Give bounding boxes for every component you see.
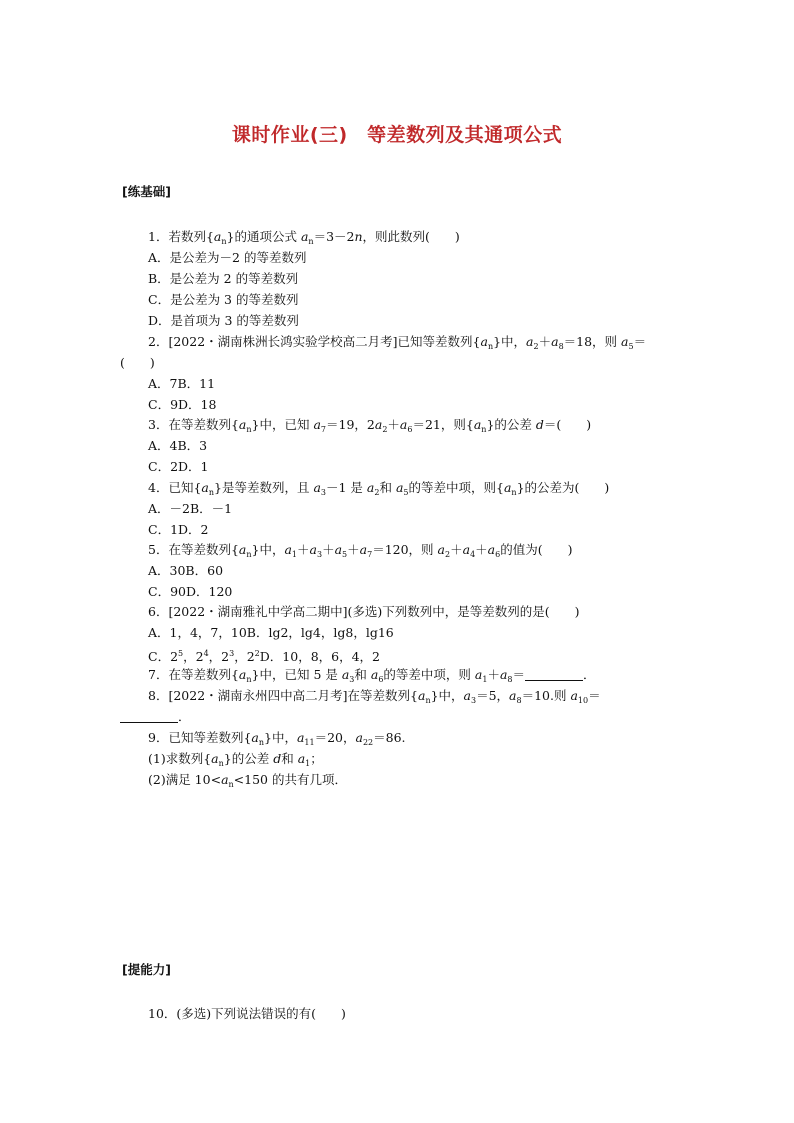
q4-options-ab: A．－2B．－1 (148, 501, 233, 516)
q1-option-a: A．是公差为－2 的等差数列 (148, 250, 307, 265)
question-1: 1．若数列$\{a_n\}$的通项公式 $a_n=3-2n$，则此数列( ) (148, 229, 460, 246)
q6-options-ab: A．1，4，7，10B．lg2，lg4，lg8，lg16 (148, 625, 394, 640)
section-basic: [练基础] (122, 184, 171, 199)
question-7: 7．在等差数列$\{a_n\}$中，已知 5 是 $a_3$和 $a_6$的等差中项，则 $a_1+a_8=$ ． (148, 667, 596, 684)
question-3: 3．在等差数列$\{a_n\}$中，已知 $a_7=19$，$2a_2+a_6=21$，则$\{a_n\}$的公差 d＝( ) (148, 417, 592, 434)
question-4: 4．已知$\{a_n\}$是等差数列，且 $a_3-1$ 是 $a_2$和 $a_5$的等差中项，则$\{a_n\}$的公差为( ) (148, 480, 610, 497)
q3-options-ab: A．4B．3 (148, 438, 208, 453)
question-6: 6．[2022・湖南雅礼中学高二期中](多选)下列数列中，是等差数列的是( ) (148, 604, 580, 619)
question-5: 5．在等差数列$\{a_n\}$中，$a_1+a_3+a_5+a_7=120$，则 $a_2+a_4+a_6$的值为( ) (148, 542, 573, 559)
q5-options-cd: C．90D．120 (148, 584, 233, 599)
q9-part-2: (2)满足 $10<a_n<150$ 的共有几项． (148, 772, 347, 789)
q8-blank-line: ． (120, 709, 191, 725)
q1-option-b: B．是公差为 2 的等差数列 (148, 271, 299, 286)
page-title: 课时作业(三) 等差数列及其通项公式 (231, 124, 563, 146)
question-2: 2．[2022・湖南株洲长鸿实验学校高二月考]已知等差数列$\{a_n\}$中，$a_2+a_8=18$，则 $a_5=$ (148, 334, 647, 351)
question-8: 8．[2022・湖南永州四中高二月考]在等差数列$\{a_n\}$中，$a_3=5$，$a_8=10$.则 $a_{10}=$ (148, 688, 601, 705)
q2-options-cd: C．9D．18 (148, 397, 217, 412)
q1-option-c: C．是公差为 3 的等差数列 (148, 292, 299, 307)
q3-options-cd: C．2D．1 (148, 459, 209, 474)
answer-blank (525, 670, 583, 681)
section-ability: [提能力] (122, 962, 171, 977)
q1-option-d: D．是首项为 3 的等差数列 (148, 313, 299, 328)
q2-options-ab: A．7B．11 (148, 376, 216, 391)
q5-options-ab: A．30B．60 (148, 563, 224, 578)
q6-options-cd: C．$2^5$，$2^4$，$2^3$，$2^2D$．10，8，6，4，2 (148, 649, 381, 664)
q9-part-1: (1)求数列$\{a_n\}$的公差 d和 $a_1$； (148, 751, 323, 768)
q4-options-cd: C．1D．2 (148, 522, 209, 537)
answer-blank (120, 712, 178, 723)
q2-paren: ( ) (120, 355, 155, 370)
question-10: 10．(多选)下列说法错误的有( ) (148, 1006, 346, 1021)
question-9: 9．已知等差数列$\{a_n\}$中，$a_{11}=20$，$a_{22}=86$. (148, 730, 406, 747)
